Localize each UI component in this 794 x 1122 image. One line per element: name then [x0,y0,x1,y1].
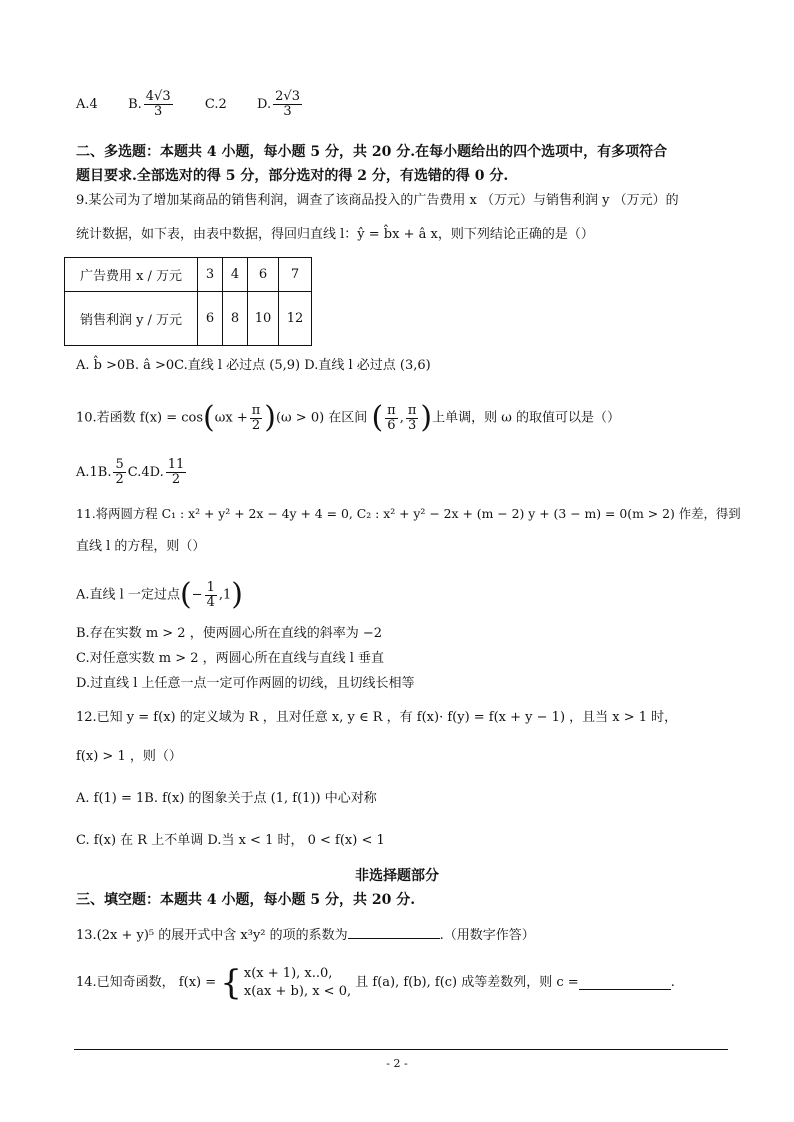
q10-option-cd: C.4D. [127,465,164,480]
table-row-label: 销售利润 y / 万元 [65,292,198,346]
q10-option-b-fraction: $\frac{5}{2}$ [115,457,124,487]
q10-stem: 10.若函数 f(x) = cos(ωx + $\frac{\pi}{2}$ )(ω > 0) 在区间 ( $\frac{\pi}{6}$ , $\frac{\pi}{3}$ )上单调，则 ω 的取值可以是（） [76,400,620,435]
q11-option-d: D.过直线 l 上任意一点一定可作两圆的切线，且切线长相等 [76,676,415,691]
q10-arg-fraction: $\frac{\pi}{2}$ [251,402,261,433]
q14-answer-blank[interactable] [579,977,671,990]
q10-option-ab: A.1B. [76,465,112,480]
q14-stem-mid: 且 f(a), f(b), f(c) 成等差数列，则 c = [355,975,579,990]
q9-stem-line1: 9.某公司为了增加某商品的销售利润，调查了该商品投入的广告费用 x （万元）与销售利润 y （万元）的 [76,193,679,208]
footer-divider [74,1049,728,1050]
table-cell: 6 [198,292,223,346]
page-number: - 2 - [386,1057,408,1070]
q12-options-ab: A. f(1) = 1B. f(x) 的图象关于点 (1, f(1)) 中心对称 [76,791,377,806]
q10-condition: (ω > 0) 在区间 [275,410,368,426]
q8-option-c: C.2 [204,97,227,112]
q11-option-a-point: ,1 [218,587,232,603]
table-row-label: 广告费用 x / 万元 [65,258,198,292]
q11-option-a-fraction: $\frac{1}{4}$ [206,579,215,610]
table-row [65,258,312,292]
q8-option-a: A.4 [76,97,98,112]
q10-interval-left: $\frac{\pi}{6}$ [387,402,396,433]
q14-stem-start: 14.已知奇函数， f(x) = [76,975,217,990]
q14-case-2: x(ax + b), x < 0, [243,984,352,999]
q11-stem-line2: 直线 l 的方程，则（） [76,539,206,554]
part2-title: 非选择题部分 [355,868,439,884]
table-cell: 7 [279,258,312,292]
q8-option-b-fraction: $\frac{4√3}{3}$ [145,89,171,119]
table-cell: 3 [198,258,223,292]
q9-stem-line2: 统计数据，如下表，由表中数据，得回归直线 l：ŷ = b̂x + â x，则下列结论正确的是（） [76,227,594,242]
q12-stem-line2: f(x) > 1 ，则（） [76,749,182,764]
q10-option-d-fraction: $\frac{11}{2}$ [167,457,185,487]
q14-stem-end: . [670,975,675,990]
q11-option-a: A.直线 l 一定过点(− $\frac{1}{4}$ ,1) [76,577,243,612]
table-cell: 4 [223,258,248,292]
q12-options-cd: C. f(x) 在 R 上不单调 D.当 x < 1 时， 0 < f(x) < 1 [76,833,385,848]
q11-option-a-text: A.直线 l 一定过点 [76,587,180,603]
section2-heading-line1: 二、多选题：本题共 4 小题，每小题 5 分，共 20 分.在每小题给出的四个选项中，有多项符合 [76,144,668,160]
table-cell: 8 [223,292,248,346]
q13-stem [76,926,535,945]
table-cell: 10 [248,292,279,346]
q11-option-c: C.对任意实数 m > 2 ，两圆心所在直线与直线 l 垂直 [76,651,385,666]
q10-stem-end: 上单调，则 ω 的取值可以是（） [432,410,620,426]
q13-answer-blank[interactable] [348,926,440,939]
q8-options [76,90,304,119]
q14-stem [76,965,675,1001]
table-cell: 6 [248,258,279,292]
section3-heading: 三、填空题：本题共 4 小题，每小题 5 分，共 20 分. [76,892,416,908]
q11-option-b: B.存在实数 m > 2 ，使两圆心所在直线的斜率为 −2 [76,626,383,641]
q14-case-1: x(x + 1), x..0, [243,966,333,981]
q14-piecewise [244,965,351,1001]
q13-stem-end: .（用数字作答） [439,928,535,943]
q8-option-d-fraction: $\frac{2√3}{3}$ [275,89,300,119]
q10-arg: ωx + [214,410,248,426]
q13-stem-start: 13.(2x + y)⁵ 的展开式中含 x³y² 的项的系数为 [76,928,348,943]
section2-heading-line2: 题目要求.全部选对的得 5 分，部分选对的得 2 分，有选错的得 0 分. [76,168,509,184]
q9-data-table [64,257,312,346]
q12-stem-line1: 12.已知 y = f(x) 的定义域为 R ，且对任意 x, y ∈ R ，有 f(x)· f(y) = f(x + y − 1) ，且当 x > 1 时， [76,710,678,725]
q8-option-d-prefix: D. [257,97,272,112]
brace-icon: { [220,963,242,1003]
q8-option-b-prefix: B. [128,97,142,112]
q10-options [76,458,188,487]
q10-stem-start: 10.若函数 f(x) = cos [76,410,204,426]
q9-options: A. b̂ >0B. â >0C.直线 l 必过点 (5,9) D.直线 l 必过点 (3,6) [76,358,431,373]
table-row [65,292,312,346]
q10-interval-right: $\frac{\pi}{3}$ [407,402,417,433]
table-cell: 12 [279,292,312,346]
q11-stem-line1: 11.将两圆方程 C₁ : x² + y² + 2x − 4y + 4 = 0, C₂ : x² + y² − 2x + (m − 2) y + (3 − m) = 0(m > 2) 作差，得到 [76,506,741,521]
